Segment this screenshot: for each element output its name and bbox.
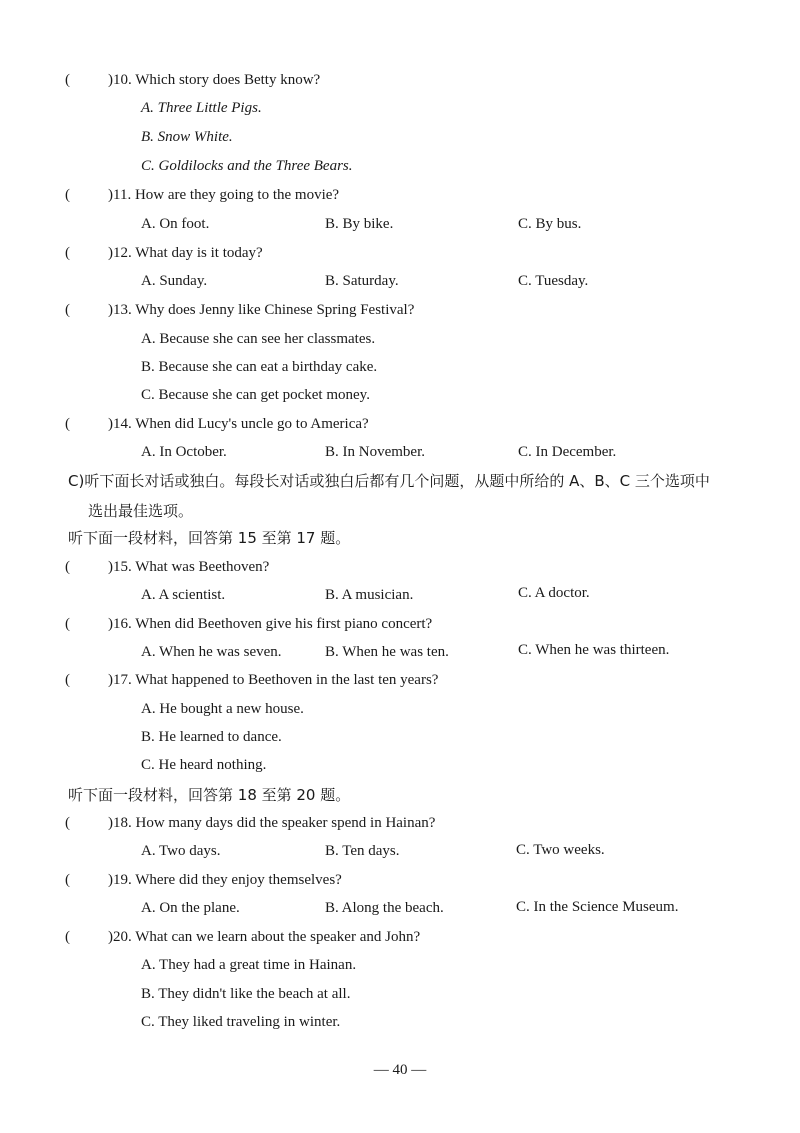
option-c[interactable]: C. In December. <box>518 444 617 460</box>
answer-blank[interactable]: ( <box>65 815 70 831</box>
option-b[interactable]: B. Snow White. <box>141 129 233 145</box>
option-c[interactable]: C. Goldilocks and the Three Bears. <box>141 158 353 174</box>
option-b[interactable]: B. In November. <box>325 444 425 460</box>
option-c[interactable]: C. Because she can get pocket money. <box>141 387 370 403</box>
option-c[interactable]: C. When he was thirteen. <box>518 642 670 658</box>
option-b[interactable]: B. Ten days. <box>325 843 400 859</box>
option-c[interactable]: C. By bus. <box>518 216 582 232</box>
option-c[interactable]: C. Two weeks. <box>516 842 605 858</box>
page-number: — 40 — <box>373 1062 427 1078</box>
answer-blank[interactable]: ( <box>65 72 70 88</box>
option-b[interactable]: B. When he was ten. <box>325 644 449 660</box>
question-text: )11. How are they going to the movie? <box>108 187 340 203</box>
option-a[interactable]: A. On foot. <box>141 216 210 232</box>
option-b[interactable]: B. By bike. <box>325 216 394 232</box>
option-c[interactable]: C. A doctor. <box>518 585 590 601</box>
option-b[interactable]: B. They didn't like the beach at all. <box>141 986 351 1002</box>
option-a[interactable]: A. Sunday. <box>141 273 208 289</box>
option-b[interactable]: B. Along the beach. <box>325 900 444 916</box>
material-heading: 听下面一段材料，回答第 15 至第 17 题。 <box>68 529 351 547</box>
option-a[interactable]: A. Three Little Pigs. <box>141 100 262 116</box>
option-a[interactable]: A. Because she can see her classmates. <box>141 331 376 347</box>
answer-blank[interactable]: ( <box>65 929 70 945</box>
material-heading: 听下面一段材料，回答第 18 至第 20 题。 <box>68 786 351 804</box>
option-c[interactable]: C. They liked traveling in winter. <box>141 1014 341 1030</box>
option-b[interactable]: B. Saturday. <box>325 273 399 289</box>
option-b[interactable]: B. Because she can eat a birthday cake. <box>141 359 378 375</box>
option-a[interactable]: A. He bought a new house. <box>141 701 304 717</box>
answer-blank[interactable]: ( <box>65 872 70 888</box>
option-b[interactable]: B. A musician. <box>325 587 414 603</box>
option-a[interactable]: A. A scientist. <box>141 587 226 603</box>
question-text: )18. How many days did the speaker spend in Hainan? <box>108 815 436 831</box>
option-c[interactable]: C. Tuesday. <box>518 273 589 289</box>
question-text: )15. What was Beethoven? <box>108 559 270 575</box>
section-c-instruction: C)听下面长对话或独白。每段长对话或独白后都有几个问题，从题中所给的 A、B、C 三个选项中 <box>68 472 710 490</box>
section-c-instruction-cont: 选出最佳选项。 <box>88 502 194 520</box>
answer-blank[interactable]: ( <box>65 559 70 575</box>
option-a[interactable]: A. When he was seven. <box>141 644 282 660</box>
option-c[interactable]: C. He heard nothing. <box>141 757 267 773</box>
answer-blank[interactable]: ( <box>65 245 70 261</box>
question-text: )17. What happened to Beethoven in the last ten years? <box>108 672 439 688</box>
option-b[interactable]: B. He learned to dance. <box>141 729 282 745</box>
answer-blank[interactable]: ( <box>65 416 70 432</box>
answer-blank[interactable]: ( <box>65 187 70 203</box>
question-text: )20. What can we learn about the speaker and John? <box>108 929 421 945</box>
option-a[interactable]: A. They had a great time in Hainan. <box>141 957 357 973</box>
answer-blank[interactable]: ( <box>65 302 70 318</box>
option-a[interactable]: A. On the plane. <box>141 900 240 916</box>
answer-blank[interactable]: ( <box>65 616 70 632</box>
question-text: )19. Where did they enjoy themselves? <box>108 872 342 888</box>
question-text: )12. What day is it today? <box>108 245 263 261</box>
question-text: )13. Why does Jenny like Chinese Spring Festival? <box>108 302 415 318</box>
question-text: )16. When did Beethoven give his first piano concert? <box>108 616 433 632</box>
option-a[interactable]: A. In October. <box>141 444 227 460</box>
answer-blank[interactable]: ( <box>65 672 70 688</box>
option-a[interactable]: A. Two days. <box>141 843 221 859</box>
question-text: )14. When did Lucy's uncle go to America? <box>108 416 369 432</box>
option-c[interactable]: C. In the Science Museum. <box>516 899 679 915</box>
question-text: )10. Which story does Betty know? <box>108 72 321 88</box>
